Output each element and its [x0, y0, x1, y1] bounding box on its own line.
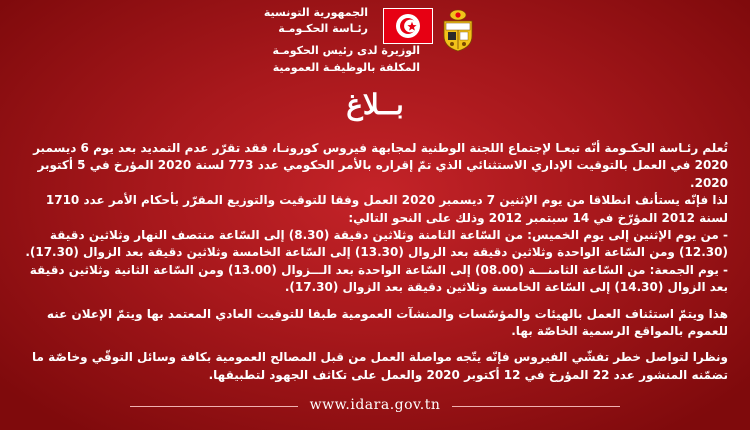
header [0, 4, 750, 82]
footer-divider-right [452, 406, 620, 407]
paragraph-mon-thu: - من يوم الإثنين إلى يوم الخميس: من السّاعة الثامنة وثلاثين دقيقة (8.30) إلى السّاعة منتصف النهار وثلاثين دقيقة (12.30) ومن السّاعة الواحدة وثلاثين دقيقة بعد الزوال (13.30) إلى السّاعة الخامسة وثلاثين دقيقة بعد الزوال (17.30). [25, 228, 728, 260]
header-country: الجمهورية التونسية [263, 6, 368, 19]
paragraph-precautions: ونظرا لتواصل خطر تفشّي الفيروس فإنّه يتّجه مواصلة العمل من قبل المصالح العمومية بكافة وسائل التوقّي وخاصّة ما تضمّنه المنشور عدد 22 المؤرخ في 12 أكتوبر 2020 والعمل على تكاثف الجهود لتطبيقها. [32, 350, 728, 382]
tunisia-coat-of-arms-icon [440, 8, 476, 52]
header-ministry: المكلفة بالوظيفـة العمومية [272, 61, 420, 74]
footer-url[interactable]: www.idara.gov.tn [309, 397, 441, 413]
paragraph-friday: - يوم الجمعة: من السّاعة الثامنـــة (08.00) إلى السّاعة الواحدة بعد الـــزوال (13.00) ومن السّاعة الثانية وثلاثين دقيقة بعد الزوال (14.30) إلى السّاعة الخامسة وثلاثين دقيقة بعد الزوال (17.30). [29, 262, 728, 295]
header-minister: الوزيرة لدى رئيس الحكومـة [272, 44, 420, 57]
paragraph-public-institutions: هذا ويتمّ استئناف العمل بالهيئات والمؤسّسات والمنشآت العمومية طبقا للتوقيت العادي المعتمد بها ويتمّ الإعلان عنه للعموم بالمواقع الرسمية الخاصّة بها. [46, 306, 728, 339]
paragraph-intro: تُعلم رئـاسة الحكـومة أنّه تبعـا لإجتماع اللجنة الوطنية لمجابهة فيروس كورونـا، فقد تقرّر عدم التمديد بعد يوم 6 ديسمبر 2020 في العمل بالتوقيت الإداري الاستثنائي الذي تمّ إقراره بالأمر الحكومي عدد 773 لسنة 2020 المؤرخ في 5 أكتوبر 2020. [33, 141, 728, 190]
footer-divider-left [130, 406, 298, 407]
paragraph-schedule-intro: لذا فإنّه يستأنف انطلاقا من يوم الإثنين 7 ديسمبر 2020 العمل وفقا للتوقيت والتوزيع المقرّر بأحكام الأمر عدد 1710 لسنة 2012 المؤرّخ في 14 سبتمبر 2012 وذلك على النحو التالي: [45, 193, 728, 225]
header-presidency: رئـاسة الحكـومـة [278, 22, 368, 35]
page-title: بــلاغ [346, 88, 404, 121]
tunisia-flag-icon [383, 8, 433, 44]
announcement-body [22, 140, 728, 384]
